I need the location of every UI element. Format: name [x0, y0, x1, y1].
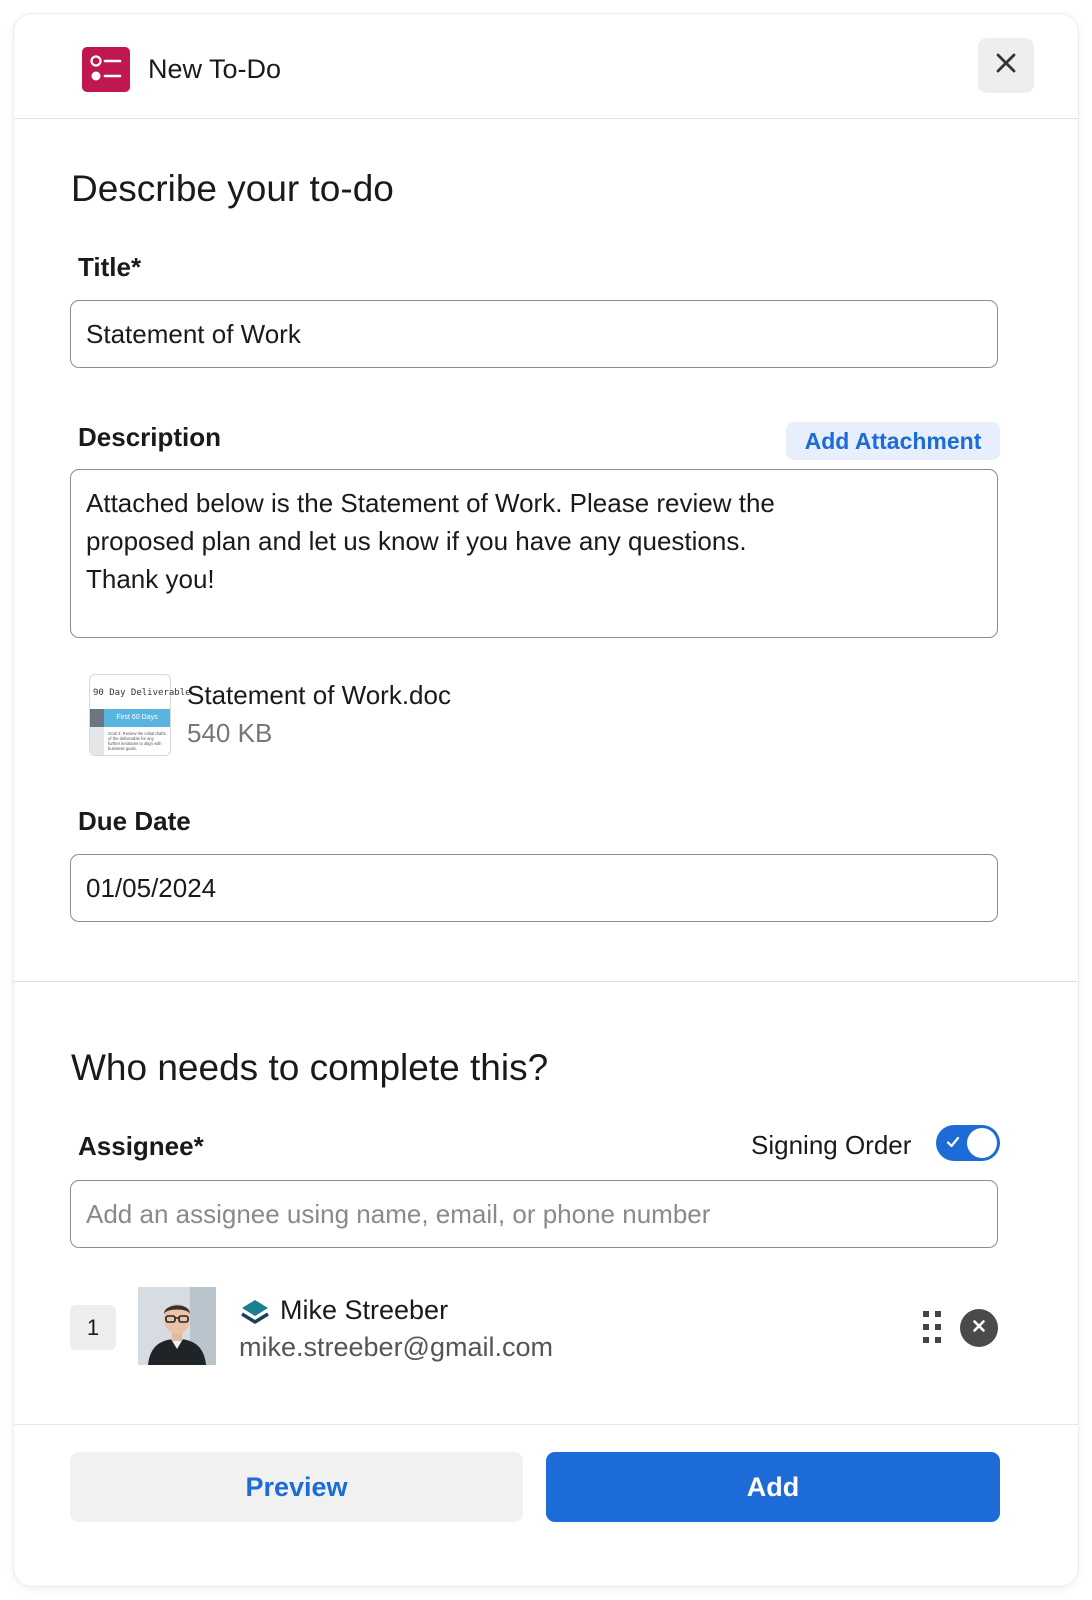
section-divider — [14, 981, 1078, 982]
title-input[interactable]: Statement of Work — [70, 300, 998, 368]
layers-icon — [240, 1298, 270, 1331]
assignee-search-input[interactable]: Add an assignee using name, email, or phone number — [70, 1180, 998, 1248]
close-button[interactable] — [978, 38, 1034, 93]
assignee-email: mike.streeber@gmail.com — [239, 1332, 553, 1362]
assignee-label: Assignee* — [78, 1131, 204, 1161]
attachment-thumbnail[interactable] — [89, 674, 191, 756]
new-todo-dialog — [14, 14, 1078, 1586]
toggle-knob — [967, 1128, 997, 1158]
add-button[interactable]: Add — [546, 1452, 1000, 1522]
remove-assignee-button[interactable] — [960, 1309, 998, 1347]
title-label: Title* — [78, 252, 142, 282]
signing-order-toggle[interactable] — [936, 1125, 1000, 1161]
dialog-title: New To-Do — [148, 54, 282, 84]
check-icon — [946, 1135, 960, 1154]
footer-divider — [14, 1424, 1078, 1425]
description-textarea[interactable]: Attached below is the Statement of Work. Please review the proposed plan and let us know if you have any questions. Thank you! — [70, 469, 998, 638]
due-date-input[interactable]: 01/05/2024 — [70, 854, 998, 922]
close-icon — [996, 53, 1016, 78]
description-label: Description — [78, 422, 222, 452]
dialog-header — [14, 14, 1078, 119]
thumb-body: Goal 2: Review the initial drafts of the deliverable for any further iterations to align with business goals. — [108, 731, 166, 751]
signing-order-label: Signing Order — [751, 1130, 912, 1160]
attachment-name[interactable]: Statement of Work.doc — [187, 680, 451, 710]
avatar — [138, 1287, 216, 1365]
thumb-title: 90 Day Deliverable — [93, 688, 191, 698]
signing-order-number: 1 — [70, 1305, 116, 1350]
add-attachment-button[interactable]: Add Attachment — [786, 422, 1000, 460]
attachment-size: 540 KB — [187, 718, 273, 748]
preview-button[interactable]: Preview — [70, 1452, 523, 1522]
checklist-icon — [82, 47, 130, 92]
describe-heading: Describe your to-do — [71, 168, 394, 209]
due-date-label: Due Date — [78, 806, 191, 836]
thumb-banner: First 60 Days — [104, 709, 170, 727]
close-icon — [973, 1319, 985, 1337]
assignee-name: Mike Streeber — [280, 1295, 449, 1325]
assign-heading: Who needs to complete this? — [71, 1047, 549, 1088]
drag-handle-icon[interactable] — [922, 1310, 942, 1349]
